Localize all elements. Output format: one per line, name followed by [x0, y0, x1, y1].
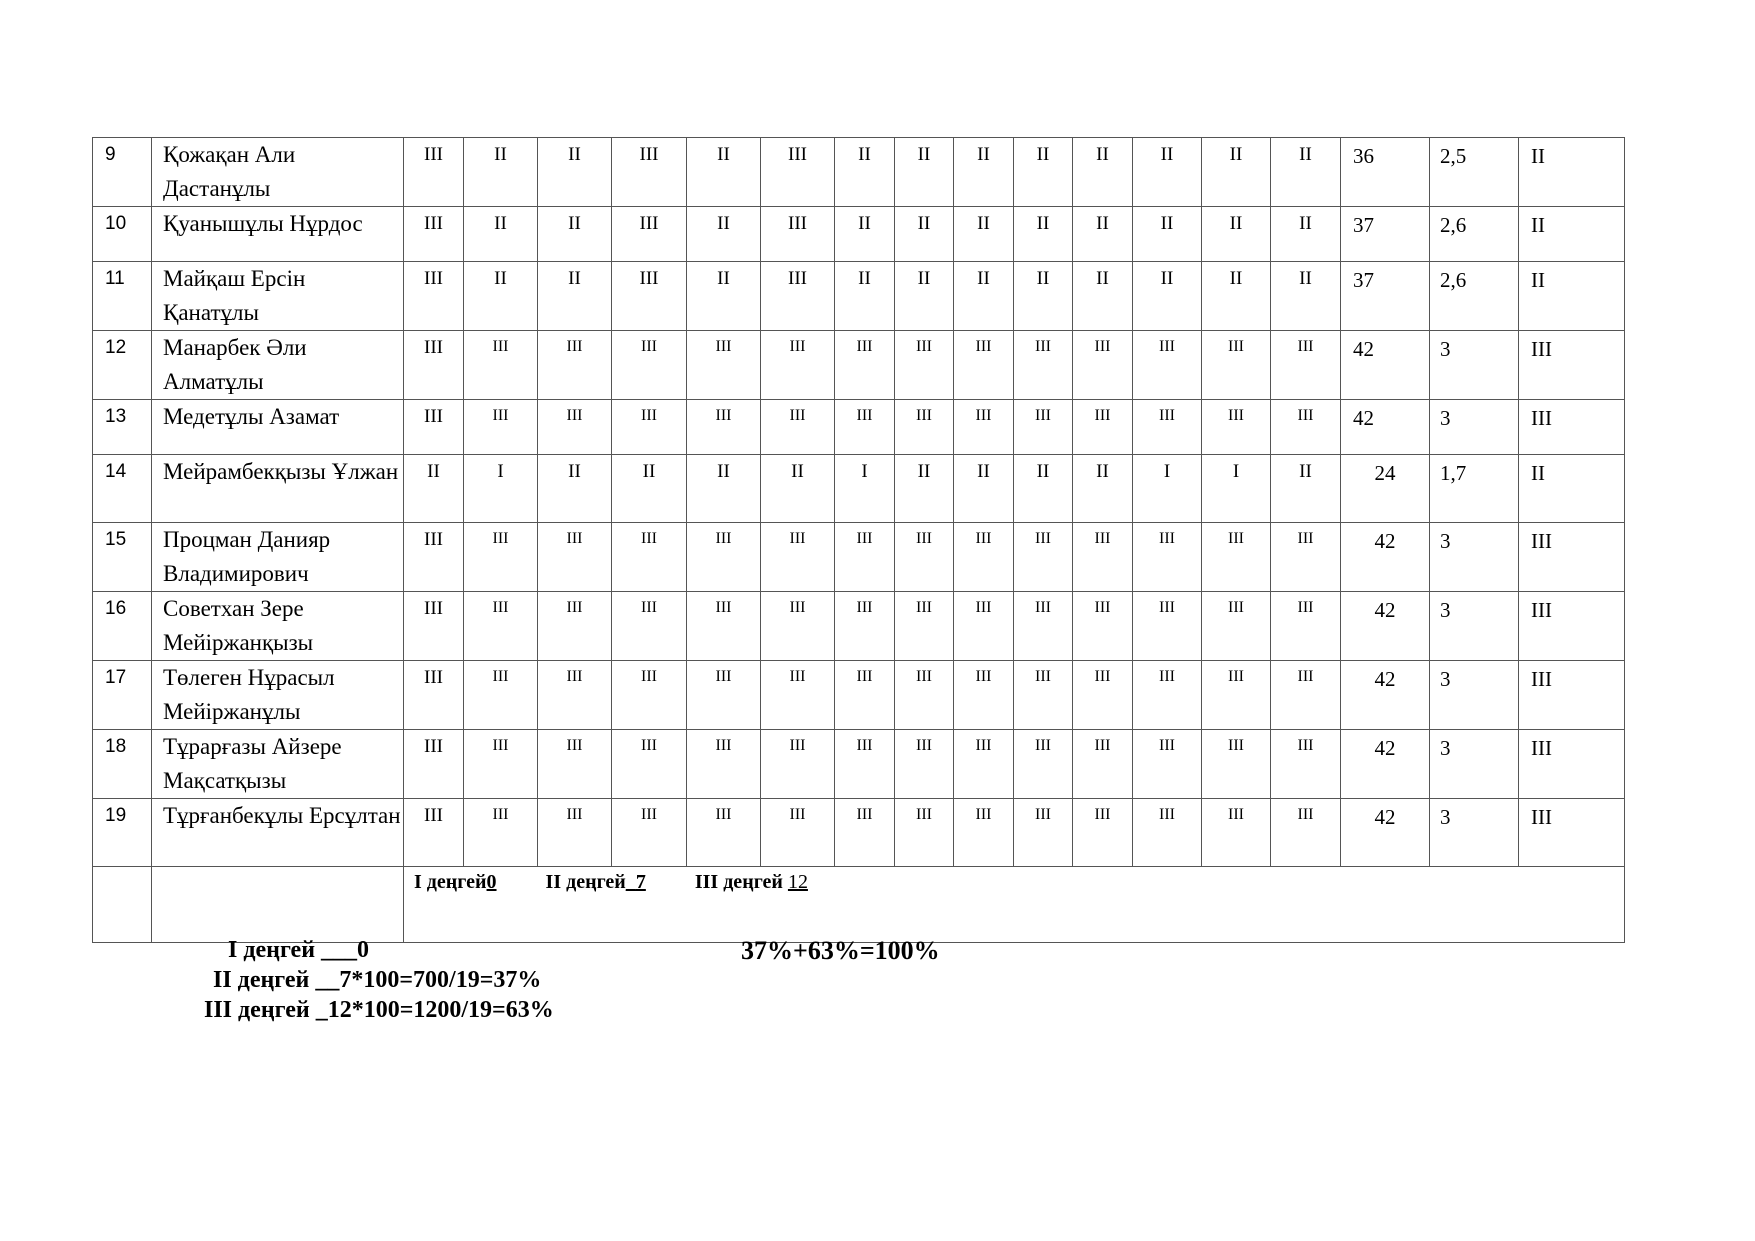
level-cell: III	[404, 730, 464, 799]
result-level: II	[1519, 207, 1625, 262]
level-cell: II	[687, 207, 761, 262]
level-cell: III	[1271, 331, 1341, 400]
level-cell: III	[404, 138, 464, 207]
level-cell: II	[835, 262, 895, 331]
level-cell: III	[1202, 400, 1271, 455]
level-cell: II	[538, 455, 612, 523]
table-row	[93, 207, 1625, 262]
level-cell: III	[761, 262, 835, 331]
summary-empty-cell	[93, 867, 152, 943]
level-cell: III	[1133, 799, 1202, 867]
level-3-label: III деңгей	[694, 871, 783, 893]
row-number: 10	[93, 207, 152, 262]
level-cell: III	[895, 799, 954, 867]
level-cell: II	[1271, 455, 1341, 523]
level-cell: III	[464, 331, 538, 400]
level-cell: III	[1073, 799, 1133, 867]
footer-level-1: I деңгей ___0	[228, 937, 370, 963]
level-cell: III	[1271, 523, 1341, 592]
summary-row	[93, 867, 1625, 943]
level-cell: II	[895, 138, 954, 207]
table-row	[93, 400, 1625, 455]
total-score: 36	[1341, 138, 1430, 207]
level-cell: III	[761, 331, 835, 400]
level-cell: III	[954, 523, 1014, 592]
level-cell: II	[538, 262, 612, 331]
result-level: II	[1519, 455, 1625, 523]
average-score: 3	[1430, 523, 1519, 592]
result-level: II	[1519, 262, 1625, 331]
level-cell: III	[1271, 799, 1341, 867]
level-cell: III	[1271, 592, 1341, 661]
total-score: 24	[1341, 455, 1430, 523]
level-cell: III	[538, 730, 612, 799]
level-cell: III	[404, 262, 464, 331]
level-cell: II	[1014, 455, 1073, 523]
level-cell: I	[835, 455, 895, 523]
total-score: 42	[1341, 730, 1430, 799]
row-number: 14	[93, 455, 152, 523]
level-cell: I	[1133, 455, 1202, 523]
student-name: Тұрғанбекұлы Ерсұлтан	[152, 799, 404, 867]
level-cell: III	[1073, 592, 1133, 661]
level-cell: II	[538, 138, 612, 207]
average-score: 3	[1430, 592, 1519, 661]
level-cell: III	[687, 730, 761, 799]
level-cell: III	[612, 331, 687, 400]
level-cell: II	[538, 207, 612, 262]
level-cell: III	[1271, 400, 1341, 455]
level-summary-cell	[404, 867, 1625, 943]
level-cell: III	[538, 331, 612, 400]
level-cell: III	[1202, 661, 1271, 730]
level-cell: III	[612, 138, 687, 207]
level-cell: III	[1133, 661, 1202, 730]
row-number: 17	[93, 661, 152, 730]
level-cell: II	[1202, 262, 1271, 331]
level-cell: II	[1133, 262, 1202, 331]
table-row	[93, 799, 1625, 867]
level-cell: II	[1073, 207, 1133, 262]
level-cell: II	[954, 455, 1014, 523]
level-cell: III	[835, 799, 895, 867]
result-level: II	[1519, 138, 1625, 207]
result-level: III	[1519, 400, 1625, 455]
level-cell: III	[761, 799, 835, 867]
level-cell: III	[1133, 730, 1202, 799]
level-cell: II	[1271, 207, 1341, 262]
level-cell: II	[1202, 138, 1271, 207]
level-1-label: I деңгей	[414, 871, 487, 893]
row-number: 16	[93, 592, 152, 661]
level-cell: II	[404, 455, 464, 523]
level-cell: III	[687, 331, 761, 400]
total-score: 42	[1341, 523, 1430, 592]
level-cell: III	[687, 592, 761, 661]
average-score: 3	[1430, 730, 1519, 799]
level-cell: II	[761, 455, 835, 523]
result-level: III	[1519, 799, 1625, 867]
level-cell: II	[1271, 262, 1341, 331]
row-number: 15	[93, 523, 152, 592]
level-cell: III	[761, 661, 835, 730]
level-cell: III	[895, 592, 954, 661]
level-cell: III	[1271, 661, 1341, 730]
average-score: 3	[1430, 400, 1519, 455]
row-number: 18	[93, 730, 152, 799]
level-cell: II	[687, 138, 761, 207]
level-cell: III	[761, 523, 835, 592]
level-cell: II	[464, 262, 538, 331]
level-cell: III	[612, 799, 687, 867]
level-cell: III	[612, 661, 687, 730]
level-cell: III	[761, 592, 835, 661]
level-cell: III	[404, 207, 464, 262]
row-number: 11	[93, 262, 152, 331]
level-cell: III	[954, 331, 1014, 400]
level-cell: III	[1202, 799, 1271, 867]
student-name: Медетұлы Азамат	[152, 400, 404, 455]
total-score: 42	[1341, 400, 1430, 455]
level-cell: III	[1133, 592, 1202, 661]
level-cell: III	[687, 400, 761, 455]
level-cell: III	[895, 400, 954, 455]
level-cell: I	[1202, 455, 1271, 523]
level-1-summary	[414, 871, 497, 893]
level-cell: II	[687, 455, 761, 523]
level-cell: II	[1133, 207, 1202, 262]
level-cell: III	[1133, 400, 1202, 455]
level-cell: III	[761, 207, 835, 262]
level-cell: III	[538, 592, 612, 661]
average-score: 3	[1430, 799, 1519, 867]
table-row	[93, 455, 1625, 523]
level-cell: I	[464, 455, 538, 523]
level-cell: II	[895, 455, 954, 523]
total-score: 42	[1341, 661, 1430, 730]
level-cell: II	[954, 207, 1014, 262]
level-cell: III	[1271, 730, 1341, 799]
level-cell: III	[761, 400, 835, 455]
table-body	[93, 138, 1625, 943]
level-cell: III	[1073, 523, 1133, 592]
level-cell: III	[612, 207, 687, 262]
level-cell: II	[1014, 262, 1073, 331]
level-cell: III	[1014, 592, 1073, 661]
level-cell: III	[1014, 400, 1073, 455]
table-row	[93, 331, 1625, 400]
total-score: 42	[1341, 592, 1430, 661]
level-cell: II	[835, 207, 895, 262]
result-level: III	[1519, 592, 1625, 661]
level-cell: III	[612, 592, 687, 661]
level-cell: II	[1133, 138, 1202, 207]
average-score: 2,5	[1430, 138, 1519, 207]
assessment-table	[92, 137, 1625, 943]
level-2-summary: II деңгей_7	[545, 871, 646, 893]
average-score: 1,7	[1430, 455, 1519, 523]
level-cell: III	[1014, 730, 1073, 799]
level-cell: III	[1014, 331, 1073, 400]
level-cell: III	[1202, 331, 1271, 400]
student-name: Манарбек Әли Алматұлы	[152, 331, 404, 400]
level-cell: III	[835, 523, 895, 592]
table-row	[93, 138, 1625, 207]
level-cell: III	[895, 661, 954, 730]
student-name: Майқаш Ерсін Қанатұлы	[152, 262, 404, 331]
row-number: 19	[93, 799, 152, 867]
level-cell: III	[687, 661, 761, 730]
level-cell: III	[538, 400, 612, 455]
average-score: 2,6	[1430, 262, 1519, 331]
table-row	[93, 523, 1625, 592]
level-cell: III	[1133, 331, 1202, 400]
level-cell: II	[1271, 138, 1341, 207]
level-cell: III	[761, 138, 835, 207]
average-score: 2,6	[1430, 207, 1519, 262]
level-cell: III	[538, 661, 612, 730]
level-cell: III	[1073, 661, 1133, 730]
level-cell: III	[612, 730, 687, 799]
level-cell: II	[1202, 207, 1271, 262]
level-cell: III	[1014, 661, 1073, 730]
level-cell: III	[464, 799, 538, 867]
student-name: Мейрамбекқызы Ұлжан	[152, 455, 404, 523]
level-cell: III	[612, 262, 687, 331]
result-level: III	[1519, 661, 1625, 730]
level-cell: II	[1014, 207, 1073, 262]
footer-level-3: III деңгей _12*100=1200/19=63%	[204, 997, 554, 1023]
total-score: 42	[1341, 331, 1430, 400]
level-cell: III	[1073, 400, 1133, 455]
level-cell: III	[612, 400, 687, 455]
level-cell: III	[404, 592, 464, 661]
level-cell: III	[404, 799, 464, 867]
level-cell: II	[612, 455, 687, 523]
level-cell: III	[404, 523, 464, 592]
level-3-value: 12	[787, 871, 808, 893]
level-cell: III	[761, 730, 835, 799]
table-row	[93, 262, 1625, 331]
level-cell: III	[954, 400, 1014, 455]
level-cell: III	[835, 730, 895, 799]
table-row	[93, 592, 1625, 661]
total-score: 37	[1341, 262, 1430, 331]
level-cell: II	[687, 262, 761, 331]
total-score: 42	[1341, 799, 1430, 867]
level-cell: II	[1073, 262, 1133, 331]
level-2-label: II деңгей	[545, 871, 626, 893]
row-number: 13	[93, 400, 152, 455]
level-cell: III	[895, 730, 954, 799]
level-cell: III	[1202, 592, 1271, 661]
level-cell: III	[404, 400, 464, 455]
level-cell: III	[1133, 523, 1202, 592]
level-cell: III	[1202, 730, 1271, 799]
level-cell: III	[687, 523, 761, 592]
level-cell: II	[895, 207, 954, 262]
level-cell: II	[835, 138, 895, 207]
student-name: Төлеген Нұрасыл Мейіржанұлы	[152, 661, 404, 730]
level-cell: III	[464, 661, 538, 730]
table-row	[93, 661, 1625, 730]
level-cell: II	[895, 262, 954, 331]
level-cell: III	[1014, 799, 1073, 867]
level-cell: III	[835, 661, 895, 730]
level-cell: III	[954, 661, 1014, 730]
level-cell: II	[954, 262, 1014, 331]
level-cell: III	[895, 523, 954, 592]
average-score: 3	[1430, 331, 1519, 400]
level-3-summary	[695, 871, 808, 893]
student-name: Процман Данияр Владимирович	[152, 523, 404, 592]
total-score: 37	[1341, 207, 1430, 262]
level-cell: III	[687, 799, 761, 867]
level-1-value: 0	[486, 871, 497, 893]
level-cell: II	[1073, 455, 1133, 523]
level-cell: III	[538, 523, 612, 592]
level-cell: III	[954, 592, 1014, 661]
level-cell: III	[404, 661, 464, 730]
level-cell: III	[1073, 331, 1133, 400]
level-cell: III	[612, 523, 687, 592]
level-cell: III	[464, 523, 538, 592]
level-cell: III	[404, 331, 464, 400]
level-cell: II	[464, 207, 538, 262]
level-cell: III	[835, 592, 895, 661]
student-name: Тұрарғазы Айзере Мақсатқызы	[152, 730, 404, 799]
level-2-value: 7	[635, 871, 646, 893]
result-level: III	[1519, 331, 1625, 400]
footer-level-2: II деңгей __7*100=700/19=37%	[213, 967, 542, 993]
student-name: Советхан Зере Мейіржанқызы	[152, 592, 404, 661]
level-cell: III	[1014, 523, 1073, 592]
level-cell: III	[464, 730, 538, 799]
level-cell: II	[1014, 138, 1073, 207]
row-number: 9	[93, 138, 152, 207]
level-cell: III	[835, 331, 895, 400]
footer-total: 37%+63%=100%	[741, 936, 940, 965]
level-cell: III	[954, 799, 1014, 867]
level-cell: III	[1073, 730, 1133, 799]
level-cell: III	[954, 730, 1014, 799]
level-cell: II	[954, 138, 1014, 207]
level-cell: II	[1073, 138, 1133, 207]
level-cell: III	[1202, 523, 1271, 592]
student-name: Қуанышұлы Нұрдос	[152, 207, 404, 262]
level-cell: III	[538, 799, 612, 867]
level-cell: III	[835, 400, 895, 455]
result-level: III	[1519, 730, 1625, 799]
student-name: Қожақан Али Дастанұлы	[152, 138, 404, 207]
summary-empty-cell	[152, 867, 404, 943]
level-cell: II	[464, 138, 538, 207]
level-cell: III	[464, 400, 538, 455]
level-cell: III	[895, 331, 954, 400]
row-number: 12	[93, 331, 152, 400]
level-cell: III	[464, 592, 538, 661]
table-row	[93, 730, 1625, 799]
result-level: III	[1519, 523, 1625, 592]
average-score: 3	[1430, 661, 1519, 730]
